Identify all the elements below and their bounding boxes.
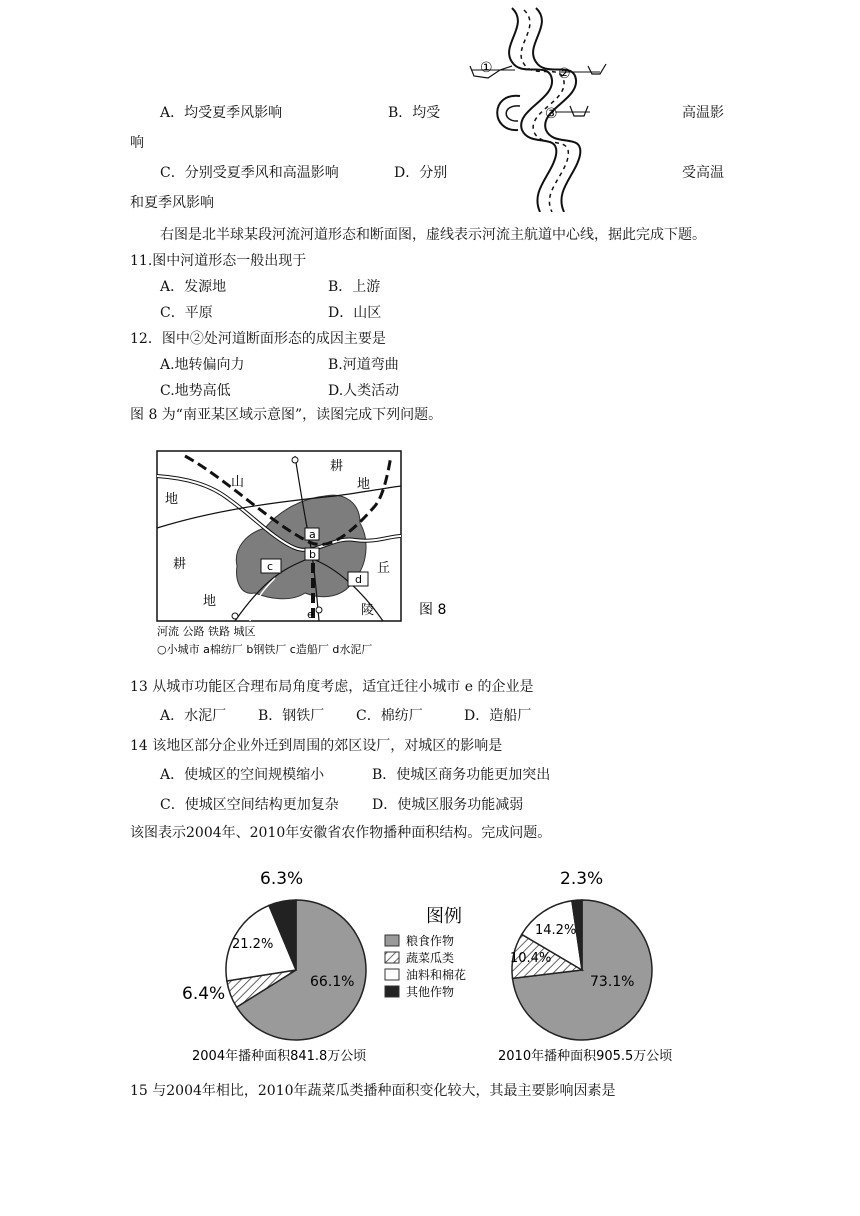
legend-item-oil-cotton: 油料和棉花 xyxy=(406,968,467,982)
q12-option-d: D.人类活动 xyxy=(328,383,400,399)
marker-3: ③ xyxy=(545,106,558,122)
q10-option-c: C．分别受夏季风和高温影响 xyxy=(160,165,339,181)
q11-option-c: C．平原 xyxy=(160,305,213,321)
map-caption: 图 8 xyxy=(419,602,447,618)
intro-river: 右图是北半球某段河流河道形态和断面图，虚线表示河流主航道中心线，据此完成下题。 xyxy=(160,227,706,243)
q10-option-b: B．均受 xyxy=(388,105,441,121)
q11-option-b: B．上游 xyxy=(328,279,381,295)
pie-legend xyxy=(385,906,466,999)
pie-label-other: 2.3% xyxy=(560,869,604,889)
q14-option-d: D．使城区服务功能减弱 xyxy=(372,797,524,813)
legend-swatch-vegetable xyxy=(385,952,399,963)
map-label-d: d xyxy=(355,573,362,586)
q11-option-a: A．发源地 xyxy=(160,279,227,295)
legend-item-vegetable: 蔬菜瓜类 xyxy=(406,951,455,965)
q12-stem: 12．图中②处河道断面形态的成因主要是 xyxy=(130,331,386,347)
legend-swatch-oil-cotton xyxy=(385,969,399,980)
q10-option-d-wrap: 和夏季风影响 xyxy=(130,195,214,211)
q12-option-c: C.地势高低 xyxy=(160,383,231,399)
q13-stem: 13 从城市功能区合理布局角度考虑，适宜迁往小城市 e 的企业是 xyxy=(130,679,534,695)
q10-option-b-wrap: 响 xyxy=(130,135,144,151)
q13-option-b: B．钢铁厂 xyxy=(258,708,325,724)
legend-item-grain: 粮食作物 xyxy=(406,934,455,948)
pie-2004 xyxy=(182,869,366,1040)
intro-pie: 该图表示2004年、2010年安徽省农作物播种面积结构。完成问题。 xyxy=(130,825,552,841)
pie-label-vegetable: 6.4% xyxy=(182,984,226,1004)
river-channel-figure xyxy=(460,0,670,212)
q13-option-a: A．水泥厂 xyxy=(160,708,227,724)
legend-swatch-grain xyxy=(385,935,399,946)
map-label-e: e xyxy=(307,608,314,621)
intro-map: 图 8 为“南亚某区域示意图”，读图完成下列问题。 xyxy=(130,407,443,423)
map-label-shan: 山 xyxy=(231,475,245,490)
q13-option-d: D．造船厂 xyxy=(464,708,532,724)
pie-2004-title: 2004年播种面积841.8万公顷 xyxy=(192,1049,367,1064)
map-label-ling: 陵 xyxy=(361,603,375,618)
q11-stem: 11.图中河道形态一般出现于 xyxy=(130,253,307,269)
q10-option-b-cont: 高温影 xyxy=(682,105,724,121)
q12-option-a: A.地转偏向力 xyxy=(160,357,245,373)
q14-option-c: C．使城区空间结构更加复杂 xyxy=(160,797,339,813)
pie-2010-title: 2010年播种面积905.5万公顷 xyxy=(498,1049,673,1064)
q11-option-d: D．山区 xyxy=(328,305,382,321)
map-label-geng-left: 耕 xyxy=(173,557,187,572)
q14-option-b: B．使城区商务功能更加突出 xyxy=(372,767,551,783)
legend-swatch-other xyxy=(385,986,399,997)
map-legend-line1: 河流 公路 铁路 城区 xyxy=(157,625,256,638)
legend-title: 图例 xyxy=(426,906,462,927)
pie-label-grain: 73.1% xyxy=(590,974,635,990)
q14-stem: 14 该地区部分企业外迁到周围的郊区设厂，对城区的影响是 xyxy=(130,738,503,754)
q15-stem: 15 与2004年相比，2010年蔬菜瓜类播种面积变化较大，其最主要影响因素是 xyxy=(130,1083,616,1099)
q10-option-d: D．分别 xyxy=(394,165,448,181)
map-label-di-left: 地 xyxy=(165,492,179,507)
q10-option-a: A．均受夏季风影响 xyxy=(160,105,283,121)
map-label-c: c xyxy=(267,560,274,573)
map-label-b: b xyxy=(309,548,316,561)
map-label-a: a xyxy=(309,528,316,541)
q12-option-b: B.河道弯曲 xyxy=(328,357,399,373)
legend-item-other: 其他作物 xyxy=(406,985,455,999)
pie-charts-figure xyxy=(180,862,680,1072)
map-label-geng-top: 耕 xyxy=(330,459,344,474)
q13-option-c: C．棉纺厂 xyxy=(356,708,423,724)
pie-label-vegetable: 10.4% xyxy=(510,951,552,966)
map-label-qiu: 丘 xyxy=(377,561,391,576)
map-label-di-top: 地 xyxy=(357,477,371,492)
pie-label-oil-cotton: 14.2% xyxy=(535,923,577,938)
q10-option-d-cont: 受高温 xyxy=(682,165,724,181)
pie-2010 xyxy=(510,869,652,1040)
region-map-figure xyxy=(155,448,475,663)
pie-label-other: 6.3% xyxy=(260,869,304,889)
q14-option-a: A．使城区的空间规模缩小 xyxy=(160,767,325,783)
map-legend-line2: ○小城市 a棉纺厂 b钢铁厂 c造船厂 d水泥厂 xyxy=(157,643,373,656)
pie-label-oil-cotton: 21.2% xyxy=(232,937,274,952)
marker-2: ② xyxy=(558,66,571,82)
map-label-di-bottom: 地 xyxy=(203,594,217,609)
marker-1: ① xyxy=(480,60,493,76)
pie-label-grain: 66.1% xyxy=(310,974,355,990)
